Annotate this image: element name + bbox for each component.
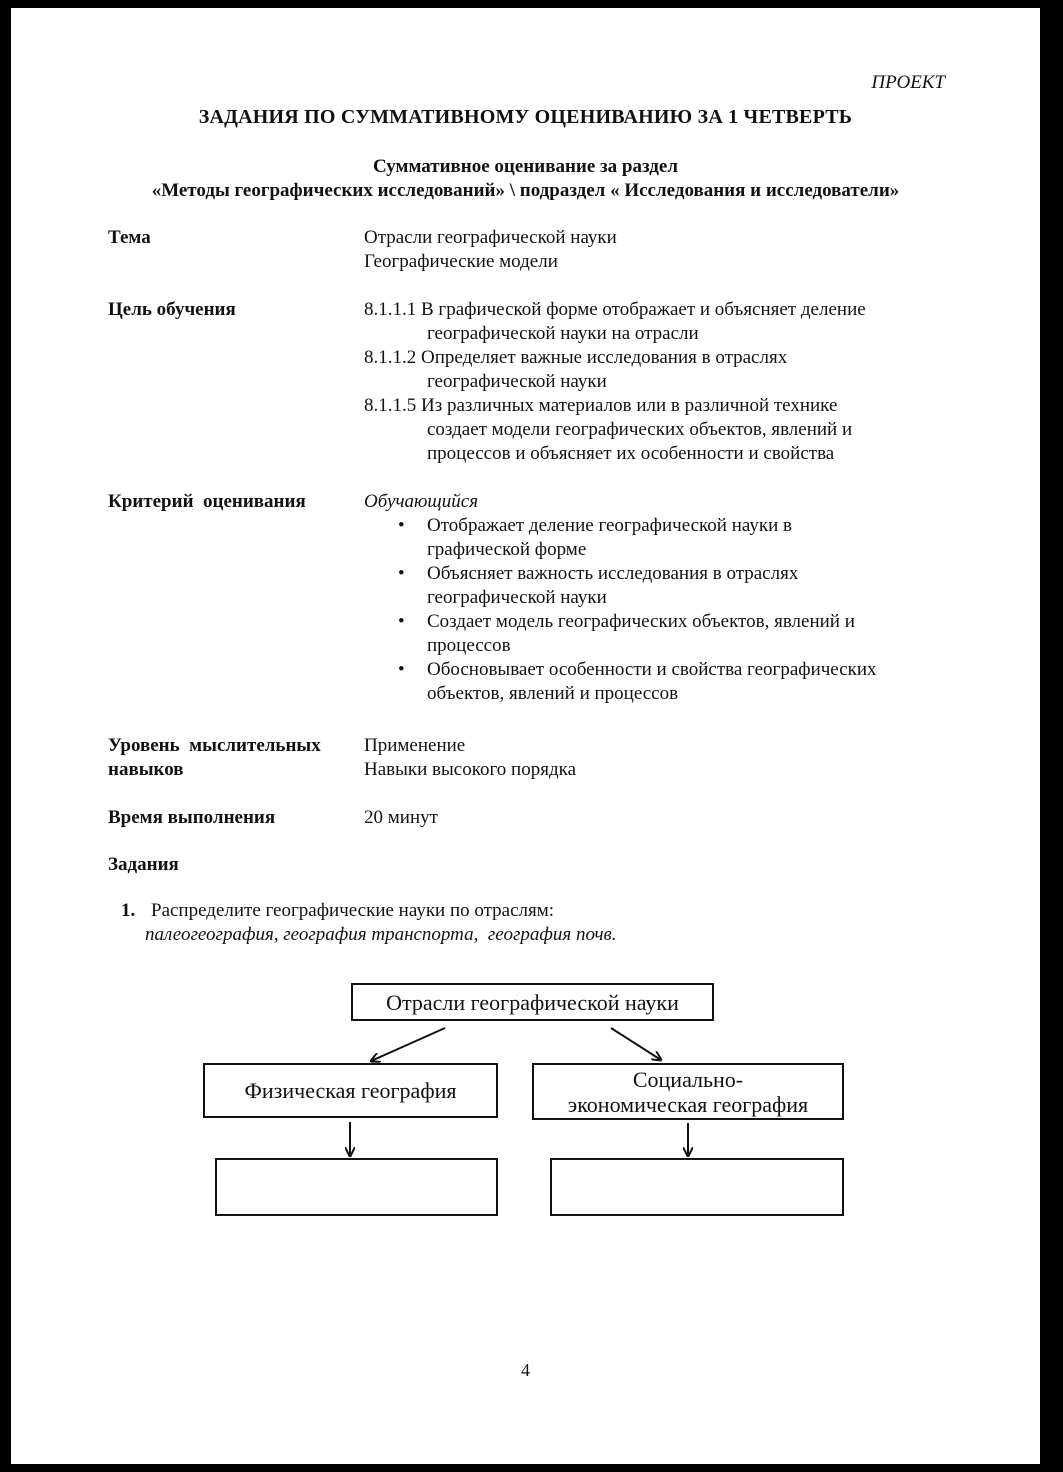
page-number: 4 [521, 1360, 530, 1380]
bullet-icon: • [398, 659, 405, 680]
goal-code: 8.1.1.1 [364, 299, 417, 320]
goal-text: Из различных материалов или в различной технике [421, 395, 838, 416]
bullet-text: процессов [427, 635, 511, 656]
topic-label: Тема [108, 227, 151, 248]
diagram-physical-box: Физическая география [203, 1063, 498, 1118]
duration-value: 20 минут [364, 807, 438, 828]
thinking-level-label: Уровень мыслительных [108, 735, 321, 756]
document-page [11, 8, 1040, 1464]
arrow-to-socioeconomic [611, 1028, 661, 1060]
bullet-text: Создает модель географических объектов, явлений и [427, 611, 855, 632]
goal-text-cont: процессов и объясняет их особенности и свойства [427, 443, 835, 464]
tasks-heading: Задания [108, 854, 179, 875]
task-text: Распределите географические науки по отраслям: [151, 900, 555, 921]
diagram-arrows [11, 8, 1040, 1464]
goal-text: В графической форме отображает и объясняет деление [421, 299, 866, 320]
bullet-text: Обосновывает особенности и свойства географических [427, 659, 877, 680]
bullet-icon: • [398, 515, 405, 536]
socioeconomic-line1: Социально- [632, 1066, 744, 1092]
criteria-intro: Обучающийся [364, 491, 479, 512]
bullet-icon: • [398, 563, 405, 584]
bullet-text: графической форме [427, 539, 587, 560]
bullet-text: объектов, явлений и процессов [427, 683, 679, 704]
duration-label: Время выполнения [108, 807, 276, 828]
section-subtitle: Суммативное оценивание за раздел [373, 156, 678, 177]
bullet-icon: • [398, 611, 405, 632]
bullet-text: Объясняет важность исследования в отраслях [427, 563, 799, 584]
goal-code: 8.1.1.5 [364, 395, 417, 416]
goal-code: 8.1.1.2 [364, 347, 417, 368]
goal-text-cont: географической науки [427, 371, 607, 392]
goal-text-cont: создает модели географических объектов, явлений и [427, 419, 853, 440]
section-name: «Методы географических исследований» \ подраздел « Исследования и исследователи» [151, 180, 900, 201]
thinking-level-value: Навыки высокого порядка [364, 759, 576, 780]
draft-label: ПРОЕКТ [871, 72, 945, 93]
task-number: 1. [121, 900, 136, 921]
topic-value: Географические модели [364, 251, 558, 272]
task-terms: палеогеография, география транспорта, география почв. [145, 924, 617, 945]
thinking-level-value: Применение [364, 735, 466, 756]
thinking-level-label-cont: навыков [108, 759, 184, 780]
learning-goal-label: Цель обучения [108, 299, 236, 320]
topic-value: Отрасли географической науки [364, 227, 617, 248]
arrow-to-physical [371, 1028, 445, 1061]
physical-answer-box[interactable] [215, 1158, 498, 1216]
bullet-text: Отображает деление географической науки в [427, 515, 792, 536]
bullet-text: географической науки [427, 587, 607, 608]
socioeconomic-line2: экономическая география [567, 1091, 809, 1117]
goal-text-cont: географической науки на отрасли [427, 323, 699, 344]
document-title: ЗАДАНИЯ ПО СУММАТИВНОМУ ОЦЕНИВАНИЮ ЗА 1 ЧЕТВЕРТЬ [198, 106, 853, 128]
criteria-label: Критерий оценивания [108, 491, 306, 512]
socioeconomic-answer-box[interactable] [550, 1158, 844, 1216]
goal-text: Определяет важные исследования в отраслях [421, 347, 788, 368]
diagram-socioeconomic-box [532, 1063, 844, 1120]
diagram-root-box: Отрасли географической науки [351, 983, 714, 1021]
